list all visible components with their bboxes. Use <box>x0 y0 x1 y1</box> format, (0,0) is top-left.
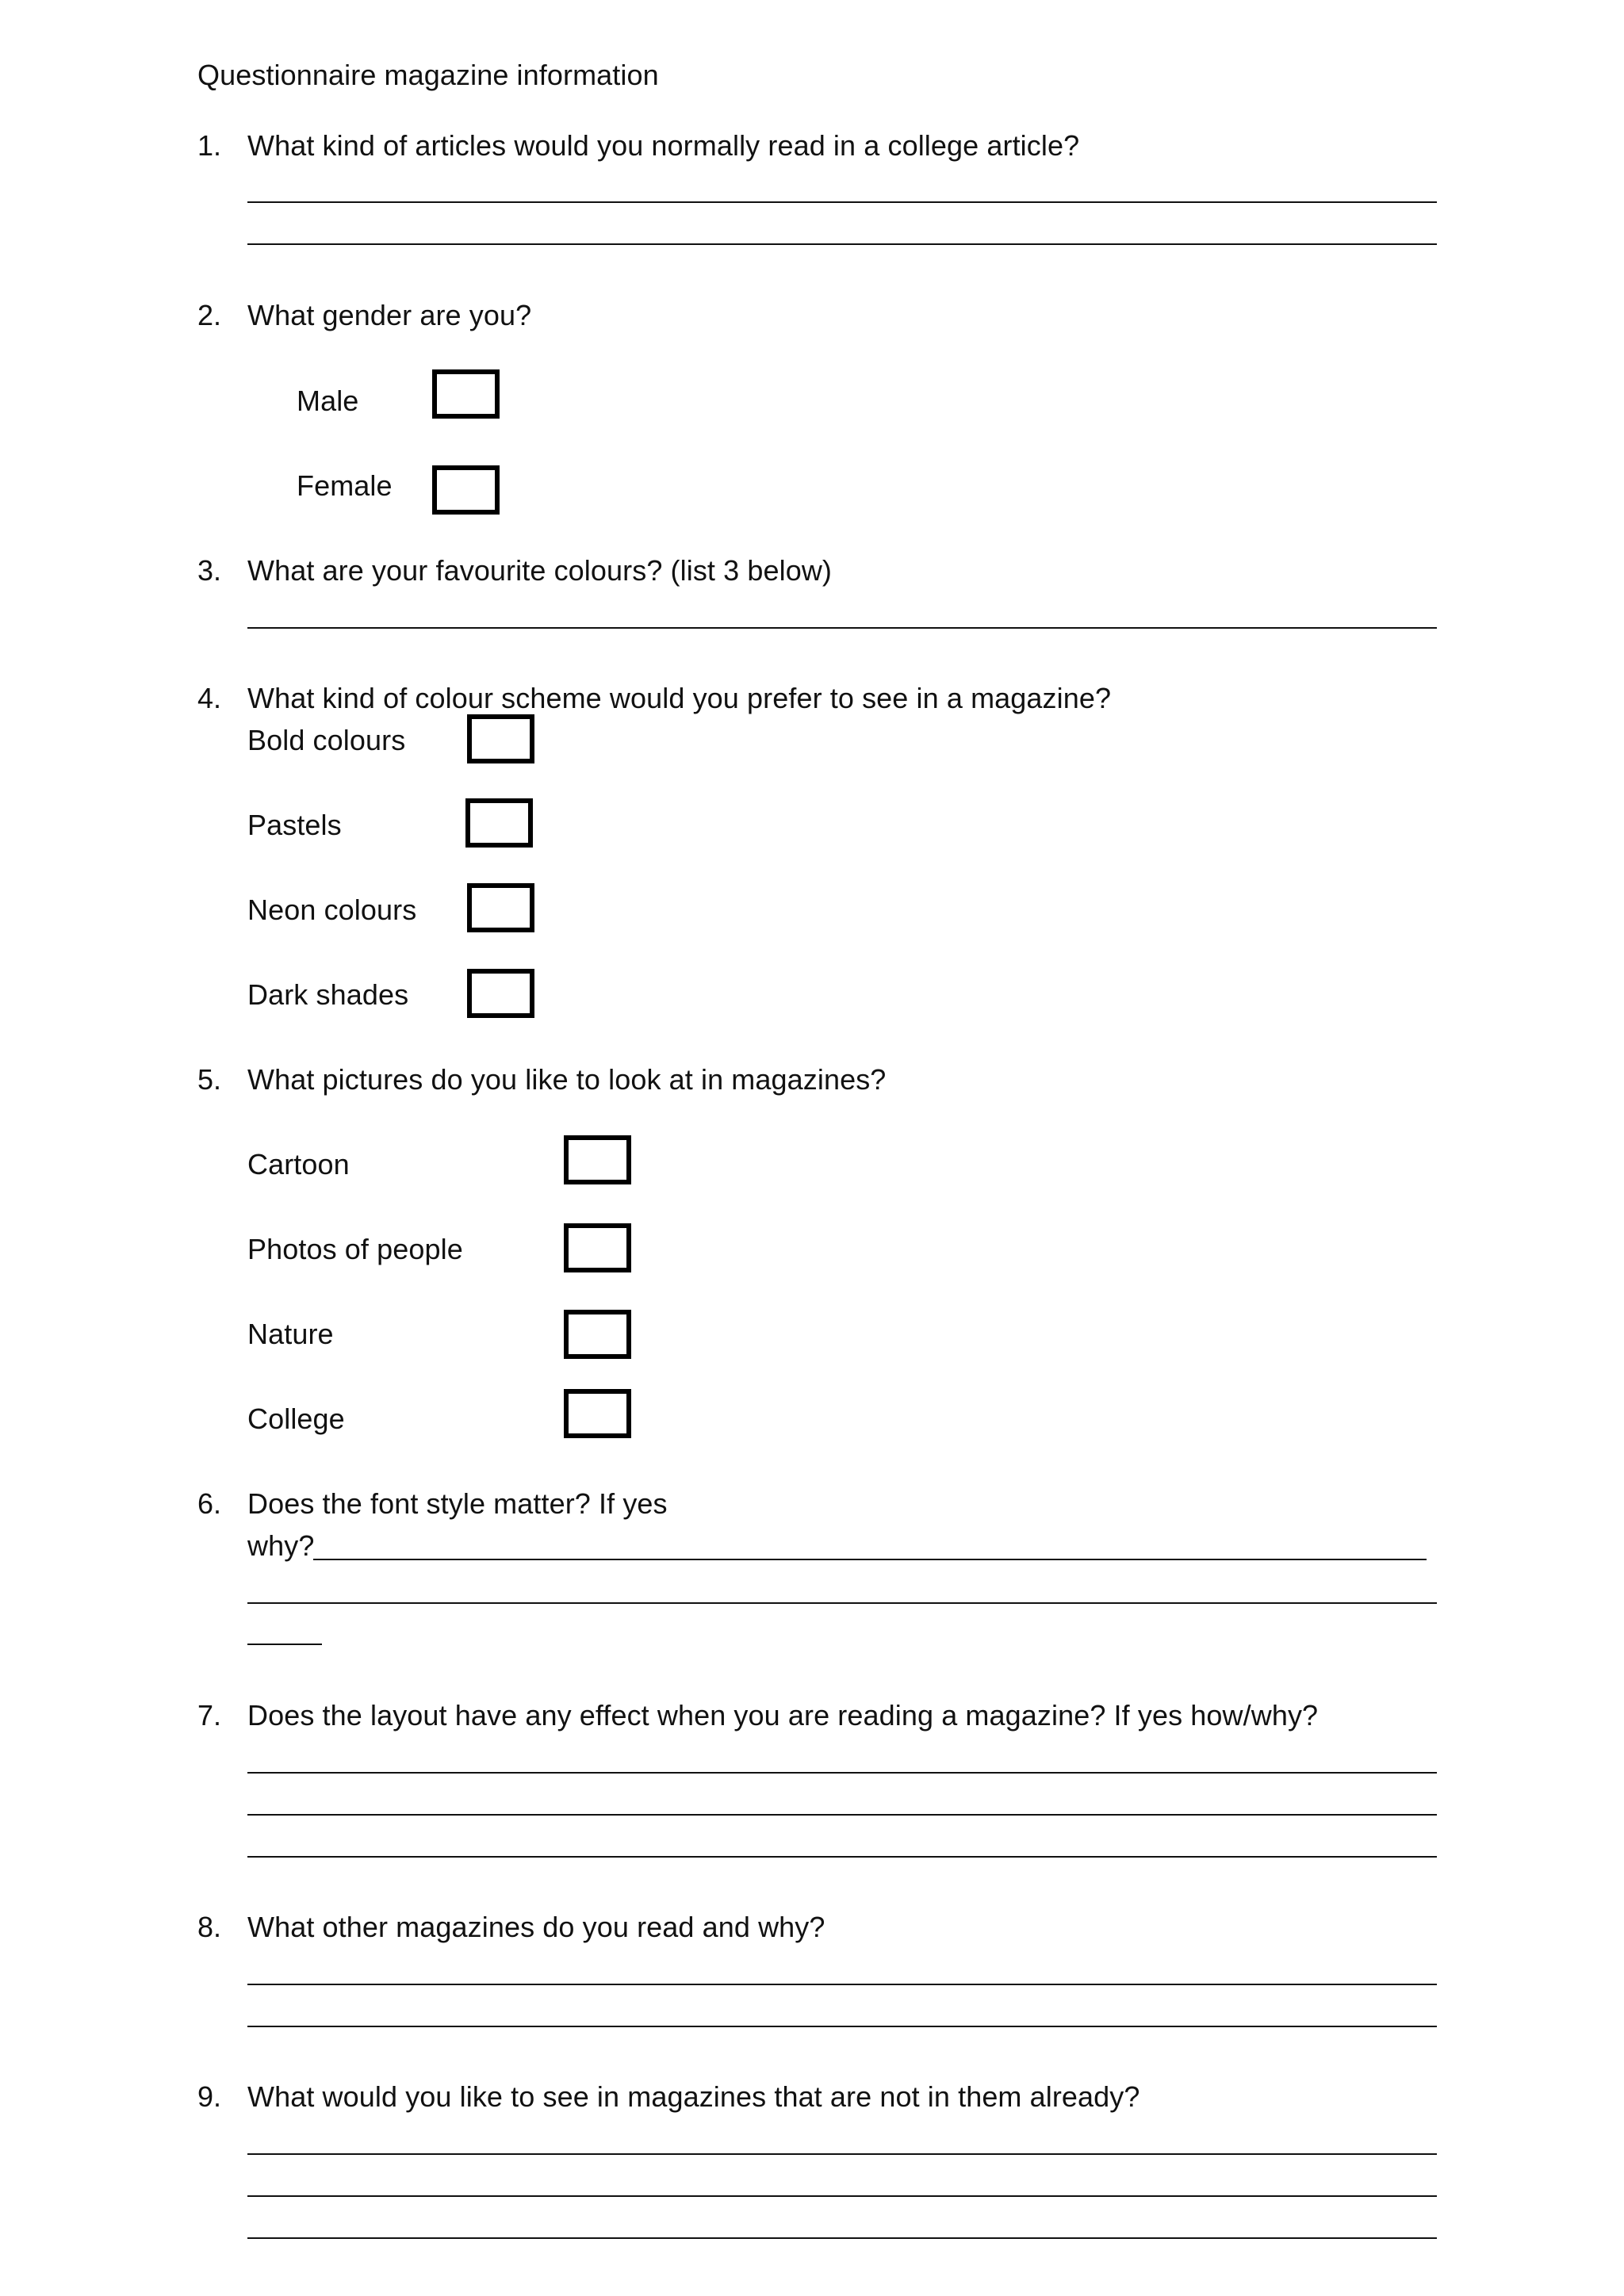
question-number: 6. <box>197 1487 222 1520</box>
question-number: 8. <box>197 1911 222 1943</box>
q3-answer-line-1[interactable] <box>247 627 1437 629</box>
checkbox-female[interactable] <box>432 465 500 515</box>
question-2-text: What gender are you? <box>247 299 532 331</box>
question-7-text: Does the layout have any effect when you are reading a magazine? If yes how/why? <box>247 1699 1319 1732</box>
question-number: 5. <box>197 1063 222 1096</box>
question-6-text: Does the font style matter? If yes <box>247 1487 668 1520</box>
checkbox-bold-colours[interactable] <box>467 714 534 763</box>
q1-answer-line-1[interactable] <box>247 201 1437 203</box>
q9-answer-line-2[interactable] <box>247 2195 1437 2197</box>
option-label-dark-shades: Dark shades <box>247 978 409 1011</box>
question-number: 1. <box>197 129 222 162</box>
option-label-male: Male <box>297 385 359 417</box>
question-9-text: What would you like to see in magazines that are not in them already? <box>247 2080 1140 2113</box>
question-4-text: What kind of colour scheme would you prefer to see in a magazine? <box>247 682 1112 714</box>
checkbox-cartoon[interactable] <box>564 1135 631 1184</box>
option-label-nature: Nature <box>247 1318 334 1350</box>
option-label-female: Female <box>297 469 393 502</box>
checkbox-photos-of-people[interactable] <box>564 1223 631 1272</box>
question-3-text: What are your favourite colours? (list 3 below) <box>247 554 833 587</box>
question-8-text: What other magazines do you read and why? <box>247 1911 825 1943</box>
page-title: Questionnaire magazine information <box>197 59 659 91</box>
question-5-text: What pictures do you like to look at in magazines? <box>247 1063 887 1096</box>
checkbox-neon-colours[interactable] <box>467 883 534 932</box>
option-label-photos-of-people: Photos of people <box>247 1233 463 1265</box>
q8-answer-line-1[interactable] <box>247 1984 1437 1985</box>
option-label-neon-colours: Neon colours <box>247 894 417 926</box>
q6-answer-line-2[interactable] <box>247 1602 1437 1604</box>
checkbox-dark-shades[interactable] <box>467 969 534 1018</box>
question-number: 4. <box>197 682 222 714</box>
option-label-college: College <box>247 1402 345 1435</box>
question-1-text: What kind of articles would you normally read in a college article? <box>247 129 1080 162</box>
checkbox-pastels[interactable] <box>465 798 533 848</box>
option-label-cartoon: Cartoon <box>247 1148 350 1181</box>
q6-answer-line-1[interactable] <box>313 1559 1427 1560</box>
q6-answer-line-3[interactable] <box>247 1644 322 1645</box>
checkbox-nature[interactable] <box>564 1310 631 1359</box>
q9-answer-line-1[interactable] <box>247 2153 1437 2155</box>
option-label-bold-colours: Bold colours <box>247 724 406 756</box>
q7-answer-line-3[interactable] <box>247 1856 1437 1858</box>
q9-answer-line-3[interactable] <box>247 2237 1437 2239</box>
q8-answer-line-2[interactable] <box>247 2026 1437 2027</box>
q1-answer-line-2[interactable] <box>247 243 1437 245</box>
checkbox-college[interactable] <box>564 1389 631 1438</box>
question-number: 7. <box>197 1699 222 1732</box>
option-label-pastels: Pastels <box>247 809 342 841</box>
question-number: 9. <box>197 2080 222 2113</box>
question-6-text-why: why? <box>247 1529 315 1562</box>
checkbox-male[interactable] <box>432 369 500 419</box>
question-number: 3. <box>197 554 222 587</box>
question-number: 2. <box>197 299 222 331</box>
q7-answer-line-1[interactable] <box>247 1772 1437 1774</box>
q7-answer-line-2[interactable] <box>247 1814 1437 1816</box>
